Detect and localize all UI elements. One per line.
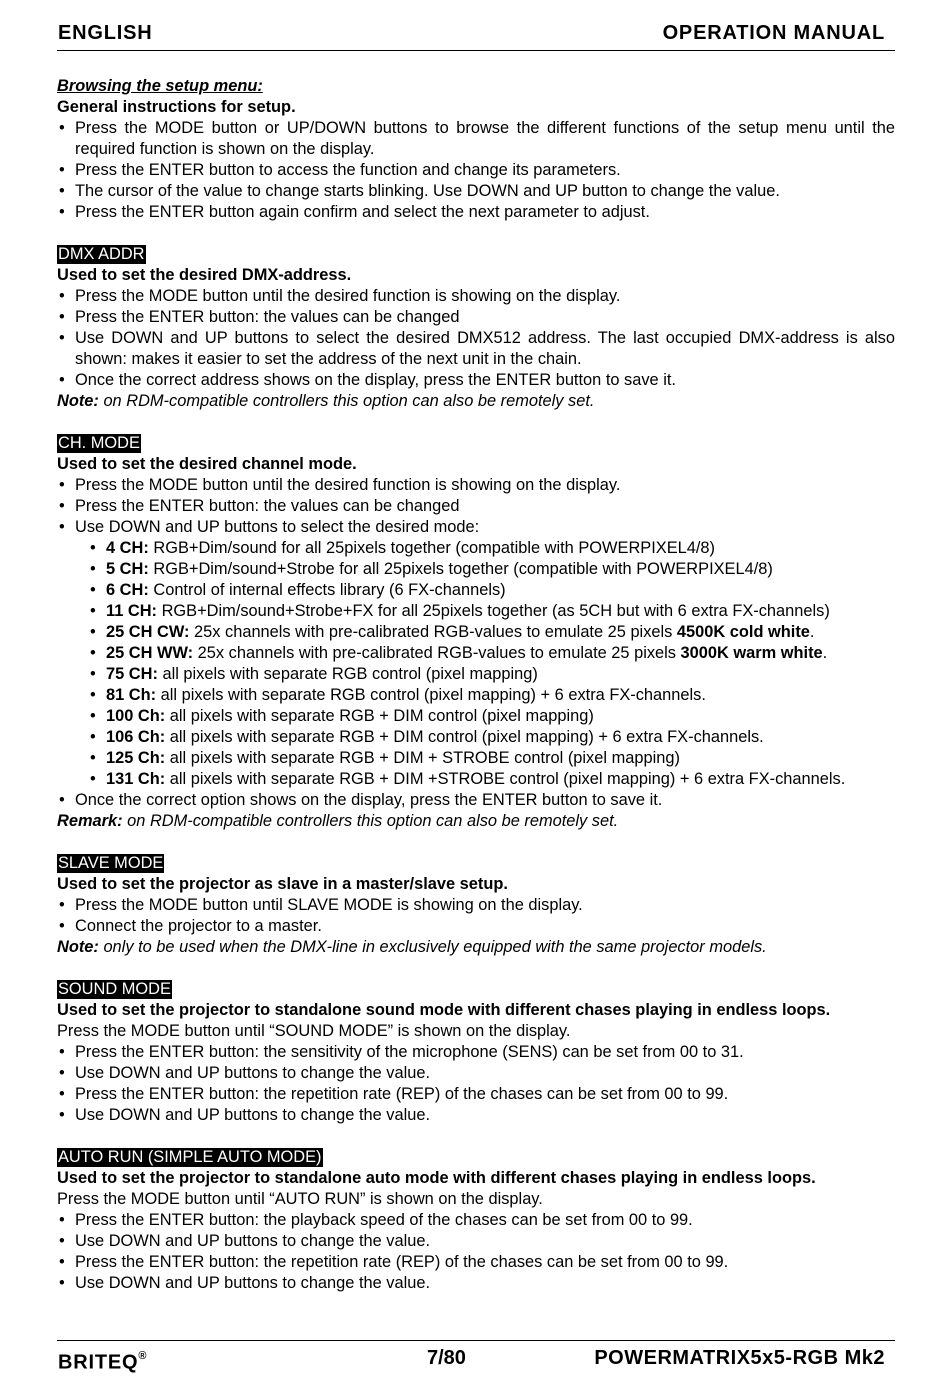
- page-number: 7/80: [427, 1347, 466, 1369]
- mode-desc: RGB+Dim/sound+Strobe for all 25pixels together (compatible with POWERPIXEL4/8): [148, 560, 773, 578]
- list-item: • Use DOWN and UP buttons to change the value.: [57, 1231, 895, 1252]
- mode-item: [88, 622, 895, 643]
- slave-note: [57, 937, 895, 958]
- section-tag-sound-mode: SOUND MODE: [58, 980, 171, 998]
- list-item: • Press the ENTER button: the values can be changed: [57, 496, 895, 517]
- mode-desc: all pixels with separate RGB + DIM +STROBE control (pixel mapping) + 6 extra FX-channels.: [165, 770, 846, 788]
- page-footer: [57, 1340, 895, 1375]
- mode-desc: Control of internal effects library (6 FX-channels): [148, 581, 506, 599]
- auto-intro: Press the MODE button until “AUTO RUN” is shown on the display.: [57, 1190, 543, 1208]
- mode-item: [88, 727, 895, 748]
- mode-label: 4 CH:: [106, 539, 149, 557]
- mode-label: 131 Ch:: [106, 770, 166, 788]
- mode-desc: all pixels with separate RGB + DIM control (pixel mapping): [165, 707, 594, 725]
- sound-list: [57, 1042, 895, 1126]
- mode-item: [88, 769, 895, 790]
- list-item: • Press the MODE button until the desired function is showing on the display.: [57, 286, 895, 307]
- list-item: • Once the correct option shows on the display, press the ENTER button to save it.: [57, 790, 895, 811]
- registered-mark: ®: [138, 1350, 148, 1362]
- mode-desc: RGB+Dim/sound+Strobe+FX for all 25pixels together (as 5CH but with 6 extra FX-channels): [157, 602, 830, 620]
- remark-text: on RDM-compatible controllers this option can also be remotely set.: [122, 812, 619, 830]
- note-label: Note:: [57, 392, 99, 410]
- mode-item: [88, 664, 895, 685]
- mode-desc: all pixels with separate RGB control (pixel mapping) + 6 extra FX-channels.: [156, 686, 706, 704]
- section-tag-dmx-addr: DMX ADDR: [58, 245, 145, 263]
- list-item: • Press the MODE button until SLAVE MODE is showing on the display.: [57, 895, 895, 916]
- list-item: • Press the ENTER button: the repetition rate (REP) of the chases can be set from 00 to 99.: [57, 1252, 895, 1273]
- chmode-list-end: [57, 790, 895, 811]
- list-item: • Press the ENTER button again confirm and select the next parameter to adjust.: [57, 202, 895, 223]
- mode-strong: 3000K warm white: [680, 644, 823, 662]
- list-item: • Press the ENTER button to access the function and change its parameters.: [57, 160, 895, 181]
- dmx-subheading: Used to set the desired DMX-address.: [57, 266, 352, 284]
- list-item-text: Use DOWN and UP buttons to select the desired mode:: [75, 518, 480, 536]
- dmx-note: [57, 391, 895, 412]
- mode-label: 81 Ch:: [106, 686, 157, 704]
- list-item: • Use DOWN and UP buttons to change the value.: [57, 1063, 895, 1084]
- list-item: • Press the MODE button or UP/DOWN buttons to browse the different functions of the setup menu until the required function is shown on the display.: [57, 118, 895, 160]
- mode-item: [88, 643, 895, 664]
- sound-subheading: Used to set the projector to standalone sound mode with different chases playing in endless loops.: [57, 1001, 831, 1019]
- mode-label: 5 CH:: [106, 560, 149, 578]
- model-name: POWERMATRIX5x5-RGB Mk2: [594, 1347, 885, 1369]
- mode-desc: all pixels with separate RGB + DIM control (pixel mapping) + 6 extra FX-channels.: [165, 728, 764, 746]
- mode-item: [88, 748, 895, 769]
- mode-label: 100 Ch:: [106, 707, 166, 725]
- list-item: • Use DOWN and UP buttons to select the desired DMX512 address. The last occupied DMX-address is also shown: makes it easier to set the address of the next unit in the chain.: [57, 328, 895, 370]
- list-item: • Connect the projector to a master.: [57, 916, 895, 937]
- page-header: [57, 20, 895, 51]
- chmode-list: [57, 475, 895, 538]
- browse-heading: Browsing the setup menu:: [57, 77, 263, 95]
- note-text: on RDM-compatible controllers this option can also be remotely set.: [98, 392, 595, 410]
- mode-list: [88, 538, 895, 790]
- browse-subheading: General instructions for setup.: [57, 98, 296, 116]
- mode-label: 11 CH:: [106, 602, 158, 620]
- mode-tail: .: [809, 623, 815, 641]
- mode-label: 6 CH:: [106, 581, 149, 599]
- note-text: only to be used when the DMX-line in exclusively equipped with the same projector models.: [98, 938, 767, 956]
- sound-intro: Press the MODE button until “SOUND MODE” is shown on the display.: [57, 1022, 571, 1040]
- mode-item: [88, 706, 895, 727]
- list-item: • The cursor of the value to change starts blinking. Use DOWN and UP button to change the value.: [57, 181, 895, 202]
- mode-desc: all pixels with separate RGB + DIM + STROBE control (pixel mapping): [165, 749, 680, 767]
- slave-subheading: Used to set the projector as slave in a master/slave setup.: [57, 875, 508, 893]
- mode-strong: 4500K cold white: [676, 623, 810, 641]
- note-label: Note:: [57, 938, 99, 956]
- mode-item: [88, 538, 895, 559]
- remark-label: Remark:: [57, 812, 123, 830]
- mode-label: 25 CH WW:: [106, 644, 194, 662]
- list-item: • Press the MODE button until the desired function is showing on the display.: [57, 475, 895, 496]
- mode-label: 75 CH:: [106, 665, 158, 683]
- mode-label: 125 Ch:: [106, 749, 166, 767]
- list-item: • Press the ENTER button: the repetition rate (REP) of the chases can be set from 00 to 99.: [57, 1084, 895, 1105]
- mode-item: [88, 601, 895, 622]
- auto-list: [57, 1210, 895, 1294]
- mode-label: 25 CH CW:: [106, 623, 190, 641]
- list-item: • Once the correct address shows on the display, press the ENTER button to save it.: [57, 370, 895, 391]
- list-item: • Press the ENTER button: the playback speed of the chases can be set from 00 to 99.: [57, 1210, 895, 1231]
- brand-name: BRITEQ: [58, 1351, 139, 1374]
- list-item: [57, 517, 895, 538]
- manual-title: OPERATION MANUAL: [662, 22, 885, 44]
- chmode-remark: [57, 811, 895, 832]
- document-body: [57, 76, 895, 1294]
- mode-desc: 25x channels with pre-calibrated RGB-values to emulate 25 pixels: [193, 644, 681, 662]
- list-item: • Press the ENTER button: the values can be changed: [57, 307, 895, 328]
- section-tag-auto-run: AUTO RUN (SIMPLE AUTO MODE): [58, 1148, 322, 1166]
- mode-desc: RGB+Dim/sound for all 25pixels together (compatible with POWERPIXEL4/8): [148, 539, 715, 557]
- browse-list: [57, 118, 895, 223]
- section-tag-slave-mode: SLAVE MODE: [58, 854, 164, 872]
- mode-desc: all pixels with separate RGB control (pixel mapping): [157, 665, 538, 683]
- list-item: • Press the ENTER button: the sensitivity of the microphone (SENS) can be set from 00 to 31.: [57, 1042, 895, 1063]
- mode-item: [88, 685, 895, 706]
- dmx-list: [57, 286, 895, 391]
- slave-list: [57, 895, 895, 937]
- mode-item: [88, 580, 895, 601]
- language-label: ENGLISH: [58, 22, 153, 44]
- list-item: • Use DOWN and UP buttons to change the value.: [57, 1273, 895, 1294]
- list-item: • Use DOWN and UP buttons to change the value.: [57, 1105, 895, 1126]
- auto-subheading: Used to set the projector to standalone auto mode with different chases playing in endless loops.: [57, 1169, 816, 1187]
- chmode-subheading: Used to set the desired channel mode.: [57, 455, 357, 473]
- mode-tail: .: [822, 644, 828, 662]
- mode-desc: 25x channels with pre-calibrated RGB-values to emulate 25 pixels: [189, 623, 677, 641]
- brand-logo-text: [58, 1348, 147, 1374]
- mode-label: 106 Ch:: [106, 728, 166, 746]
- mode-item: [88, 559, 895, 580]
- section-tag-ch-mode: CH. MODE: [58, 434, 140, 452]
